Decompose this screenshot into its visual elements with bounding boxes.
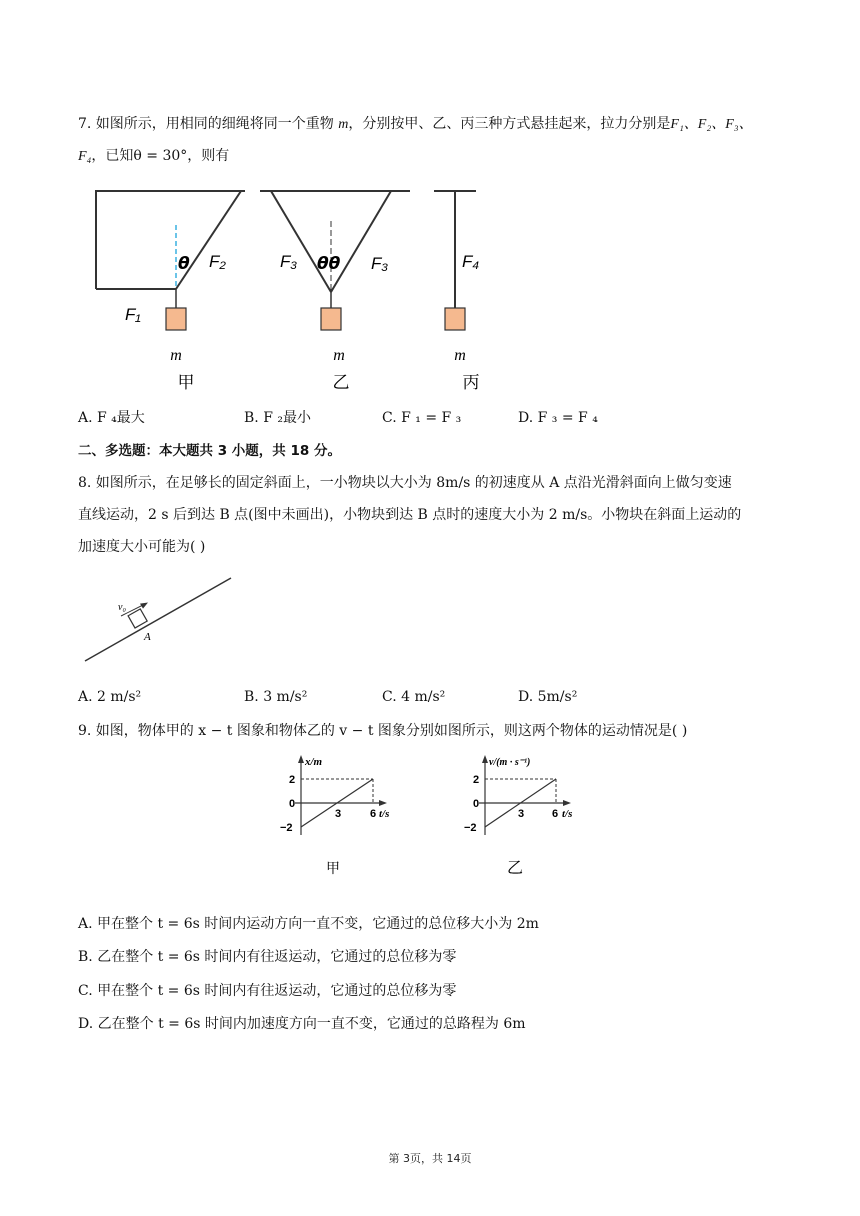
caption-bing: 丙 <box>462 373 480 393</box>
q8-line3: 加速度大小可能为( ) <box>78 539 206 555</box>
page-footer: 第 3页，共 14页 <box>388 1152 472 1165</box>
q7-option-b[interactable]: B. F ₂最小 <box>244 410 311 426</box>
label-theta-jia: θ <box>178 254 190 274</box>
q8-line2: 直线运动，2 s 后到达 B 点(图中未画出)，小物块到达 B 点时的速度大小为 2 m/s。小物块在斜面上运动的 <box>78 507 742 523</box>
label-theta-yi: θθ <box>317 254 341 274</box>
graph-jia-ylabel: x/m <box>305 756 323 768</box>
q8-option-b[interactable]: B. 3 m/s² <box>244 689 308 705</box>
graph-yi-x-mid: 3 <box>518 808 525 820</box>
graph-jia-y-zero: 0 <box>289 798 296 810</box>
q7-stem-b: ，分别按甲、乙、丙三种方式悬挂起来，拉力分别是 <box>348 116 671 132</box>
graph-jia-x-mid: 3 <box>335 808 342 820</box>
q7-m: m <box>338 117 349 132</box>
label-f4: F₄ <box>462 252 480 271</box>
q9-graph-yi <box>455 755 595 880</box>
q8-option-c[interactable]: C. 4 m/s² <box>382 689 446 705</box>
q8-option-d[interactable]: D. 5m/s² <box>518 689 578 705</box>
graph-jia-x-end: 6 <box>370 808 377 820</box>
graph-jia-y-top: 2 <box>289 774 296 786</box>
q8-option-a[interactable]: A. 2 m/s² <box>78 689 142 705</box>
graph-jia-caption: 甲 <box>326 861 340 877</box>
label-m1: m <box>170 347 182 364</box>
q7-forces: F₁、F₂、F₃、 <box>670 117 753 132</box>
graph-jia-xlabel: t/s <box>379 808 390 820</box>
q7-f4: F₄ <box>78 149 92 164</box>
q9-option-b[interactable]: B. 乙在整个 t = 6s 时间内有往返运动，它通过的总位移为零 <box>78 949 457 965</box>
graph-yi-y-zero: 0 <box>473 798 480 810</box>
label-f2: F₂ <box>209 252 226 271</box>
q9-option-a[interactable]: A. 甲在整个 t = 6s 时间内运动方向一直不变，它通过的总位移大小为 2m <box>78 916 539 932</box>
q7-figure <box>85 185 485 395</box>
graph-yi-x-end: 6 <box>552 808 559 820</box>
q9-option-c[interactable]: C. 甲在整个 t = 6s 时间内有往返运动，它通过的总位移为零 <box>78 983 457 999</box>
caption-jia: 甲 <box>177 373 195 393</box>
label-m2: m <box>333 347 345 364</box>
label-f3-right: F₃ <box>371 254 389 273</box>
q7-stem-line1 <box>78 114 753 135</box>
q7-stem-line2 <box>78 146 229 167</box>
graph-yi-y-bottom: −2 <box>464 822 477 834</box>
graph-yi-y-top: 2 <box>473 774 480 786</box>
label-m3: m <box>454 347 466 364</box>
label-point-a: A <box>144 631 151 643</box>
label-f3-left: F₃ <box>280 252 298 271</box>
q8-line1: 8. 如图所示，在足够长的固定斜面上，一小物块以大小为 8m/s 的初速度从 A 点沿光滑斜面向上做匀变速 <box>78 475 732 491</box>
q7-option-a[interactable]: A. F ₄最大 <box>78 410 145 426</box>
q9-option-d[interactable]: D. 乙在整个 t = 6s 时间内加速度方向一直不变，它通过的总路程为 6m <box>78 1016 526 1032</box>
graph-yi-xlabel: t/s <box>562 808 573 820</box>
q9-graph-jia <box>275 755 405 880</box>
q7-stem-c: ，已知θ = 30°，则有 <box>91 148 230 164</box>
q7-option-d[interactable]: D. F ₃ = F ₄ <box>518 410 598 426</box>
q8-incline-figure <box>85 575 235 667</box>
q7-option-c[interactable]: C. F ₁ = F ₃ <box>382 410 462 426</box>
label-v0: v₀ <box>118 602 126 613</box>
graph-yi-ylabel: v/(m · s⁻¹) <box>489 757 531 768</box>
label-f1: F₁ <box>125 305 141 324</box>
section-header-multi-choice: 二、多选题：本大题共 3 小题，共 18 分。 <box>78 443 341 459</box>
q7-stem-a: 7. 如图所示，用相同的细绳将同一个重物 <box>78 116 334 132</box>
caption-yi: 乙 <box>332 373 350 393</box>
q9-stem: 9. 如图，物体甲的 x − t 图象和物体乙的 v − t 图象分别如图所示，则这两个物体的运动情况是( ) <box>78 723 688 739</box>
graph-yi-caption: 乙 <box>506 858 524 877</box>
graph-jia-y-bottom: −2 <box>280 822 293 834</box>
